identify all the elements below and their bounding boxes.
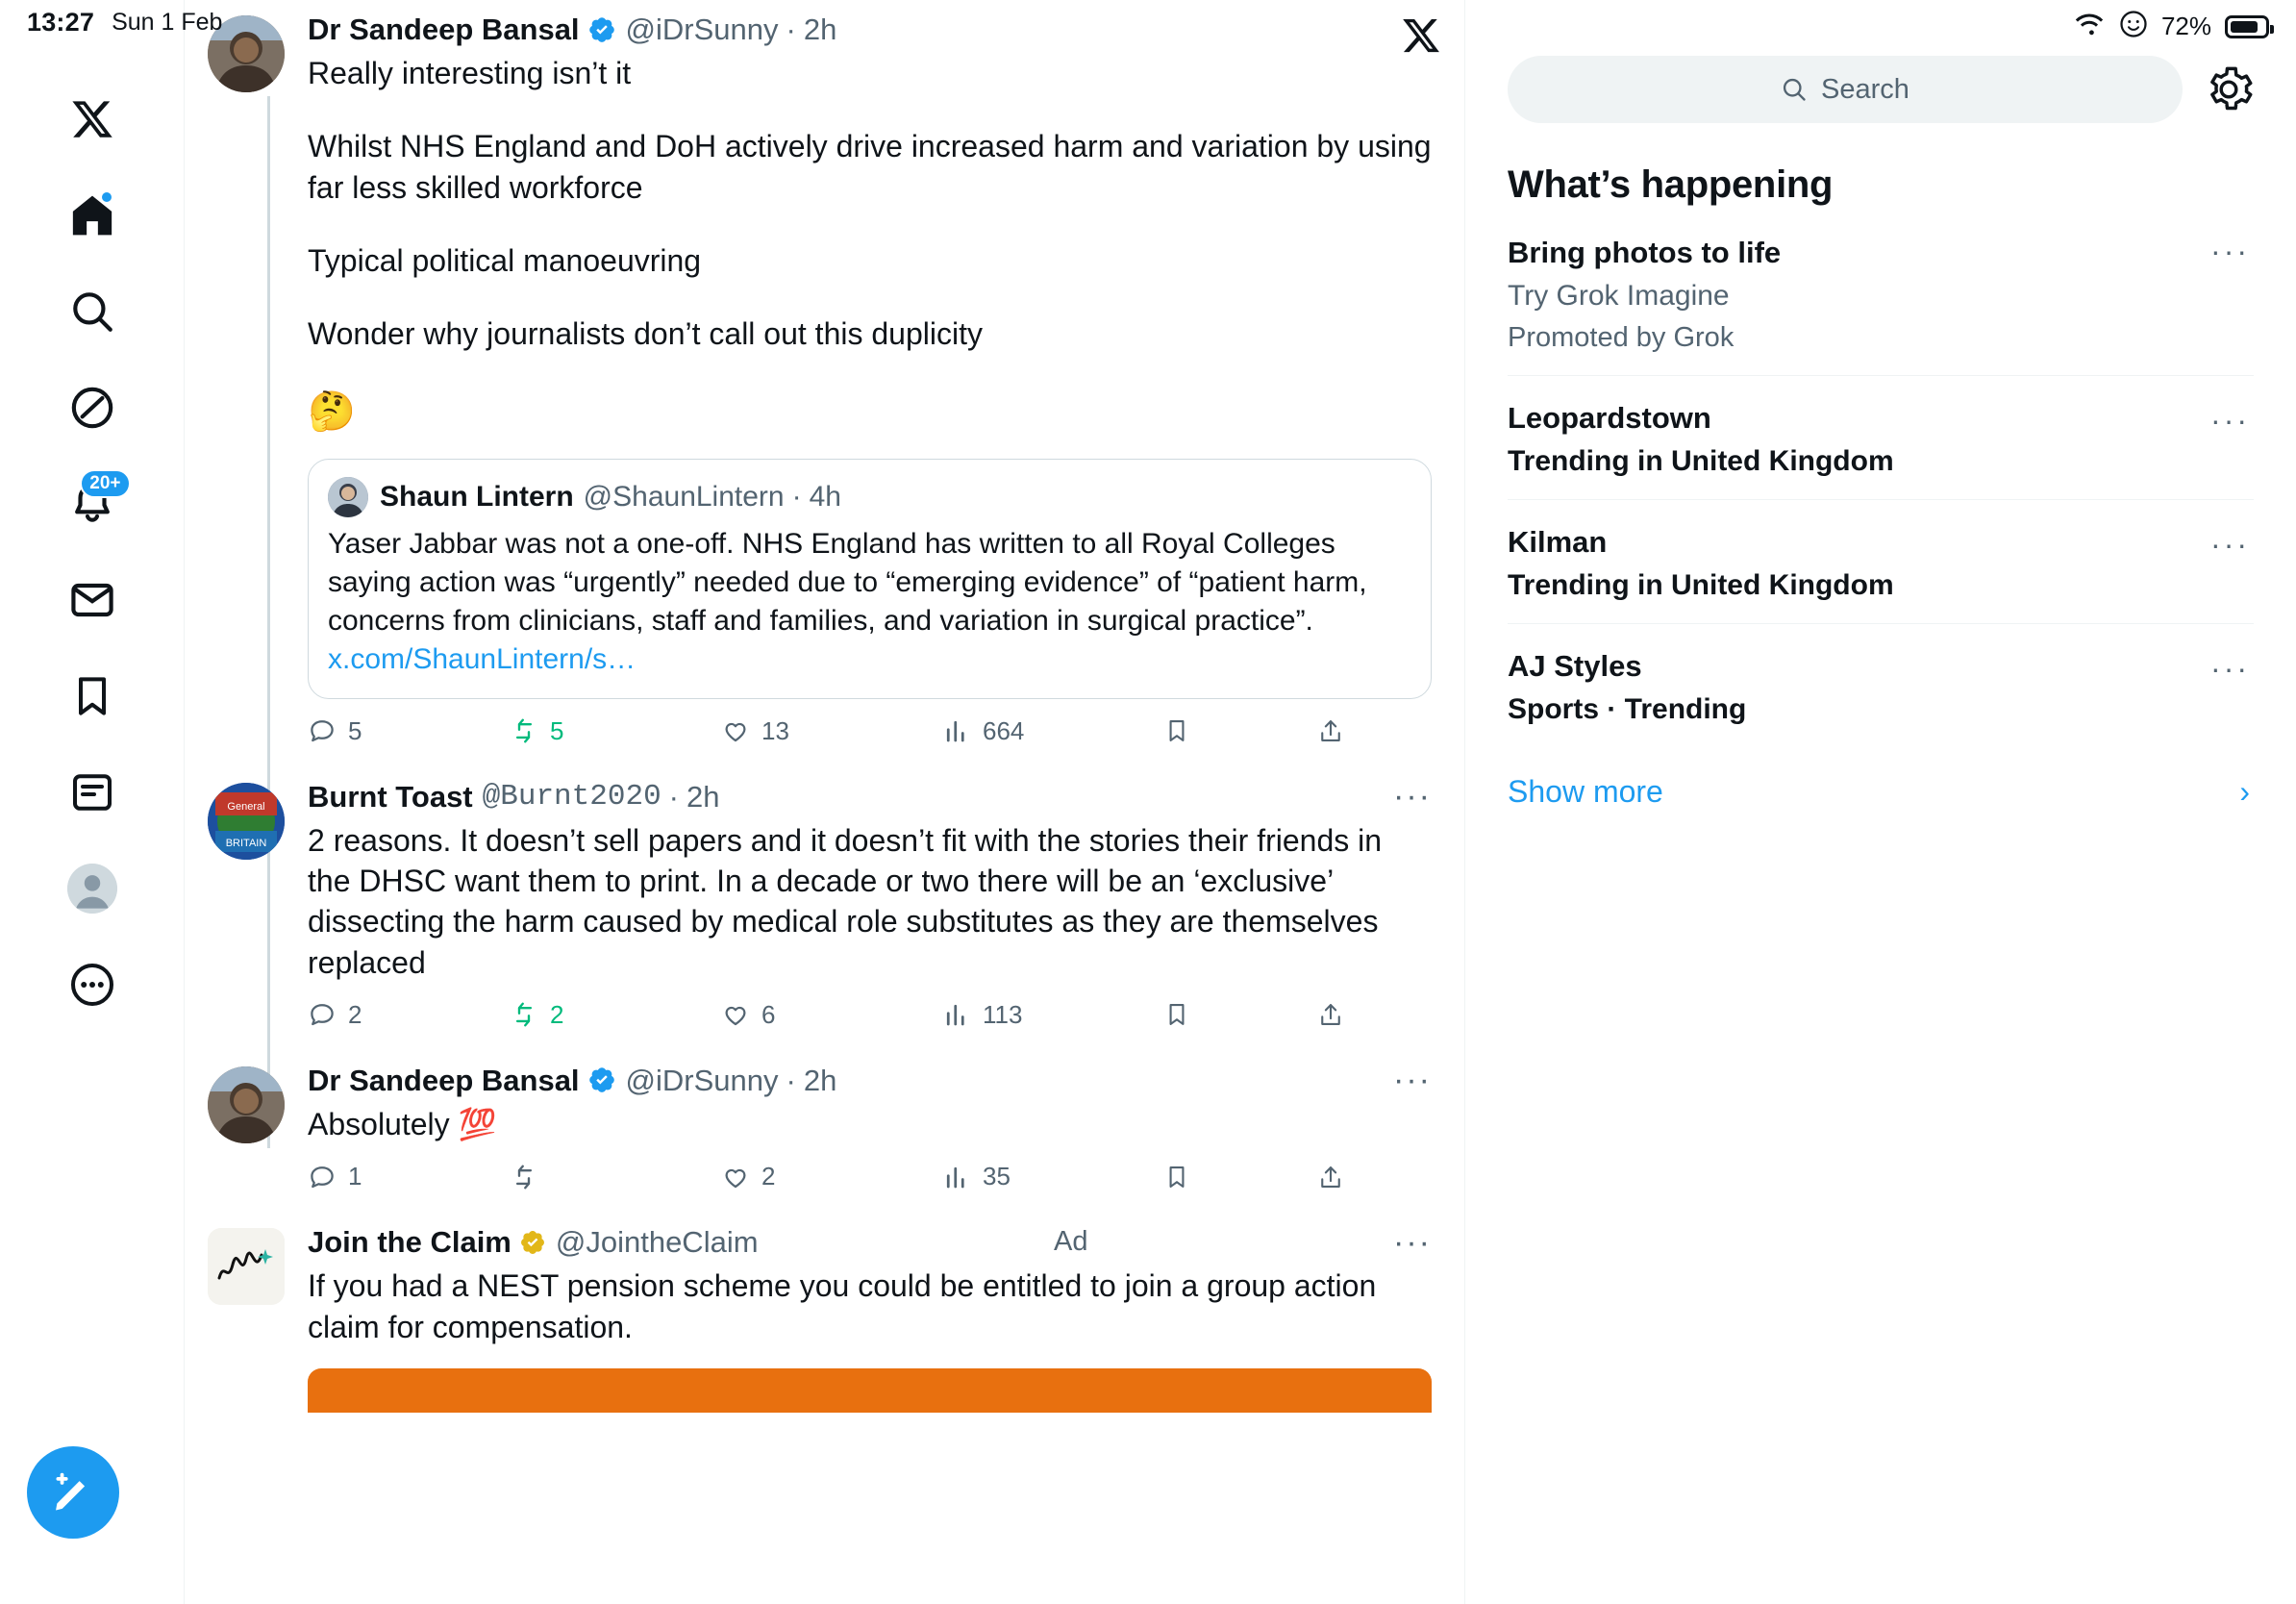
trend-item[interactable] bbox=[1508, 376, 2254, 500]
post-paragraph: Wonder why journalists don’t call out this duplicity bbox=[308, 316, 983, 352]
sidebar-item-x-logo[interactable] bbox=[48, 75, 137, 163]
post-more-button[interactable]: ··· bbox=[1393, 1223, 1432, 1261]
avatar bbox=[328, 477, 368, 517]
post-paragraph: 2 reasons. It doesn’t sell papers and it doesn’t fit with the stories their friends in the DHSC want them to print. In a decade or two there will be an ‘exclusive’ dissecting the harm caused by medical role substitutes as they are themselves replaced bbox=[308, 822, 1383, 980]
analytics-icon bbox=[942, 1163, 971, 1191]
notifications-badge: 20+ bbox=[80, 469, 130, 498]
views-button[interactable] bbox=[942, 1162, 1163, 1191]
quoted-text-body: Yaser Jabbar was not a one-off. NHS England has written to all Royal Colleges saying action was “urgently” needed due to “emerging evidence” of “patient harm, concerns from clinicians, staff and families, and variation in surgical practice”. bbox=[328, 528, 1367, 637]
reply-count: 5 bbox=[348, 715, 362, 745]
trend-more-button[interactable]: ··· bbox=[2210, 234, 2250, 268]
post-body bbox=[308, 779, 1441, 1030]
share-button[interactable] bbox=[1317, 1164, 1344, 1190]
bookmark-icon bbox=[1163, 1001, 1190, 1028]
post-text bbox=[308, 53, 1432, 438]
like-button[interactable] bbox=[721, 716, 942, 746]
post-sep: · bbox=[786, 1063, 796, 1097]
heart-icon bbox=[721, 1163, 750, 1191]
bookmark-icon bbox=[1163, 1164, 1190, 1190]
bookmark-icon bbox=[1163, 717, 1190, 744]
chevron-right-icon: › bbox=[2239, 774, 2250, 809]
post-author-handle[interactable]: @iDrSunny bbox=[625, 1063, 779, 1097]
right-sidebar bbox=[1465, 0, 2296, 1604]
sidebar-item-notifications[interactable] bbox=[48, 460, 137, 548]
trend-more-button[interactable]: ··· bbox=[2210, 403, 2250, 438]
reply-count: 1 bbox=[348, 1162, 362, 1191]
reply-icon bbox=[308, 716, 337, 745]
show-more-button[interactable] bbox=[1508, 747, 2254, 810]
share-icon bbox=[1317, 1164, 1344, 1190]
post-header bbox=[308, 779, 1432, 815]
post-action-bar bbox=[308, 716, 1432, 746]
timeline-post[interactable] bbox=[185, 0, 1464, 746]
sidebar-item-home[interactable] bbox=[48, 171, 137, 260]
post-text bbox=[308, 820, 1432, 983]
search-placeholder: Search bbox=[1821, 73, 1909, 105]
post-timestamp: 2h bbox=[803, 1063, 837, 1097]
post-author-handle[interactable]: @JointheClaim bbox=[555, 1225, 759, 1260]
status-time: 13:27 bbox=[27, 8, 95, 37]
sidebar-item-lists[interactable] bbox=[48, 748, 137, 837]
like-count: 13 bbox=[761, 715, 789, 745]
avatar bbox=[67, 864, 117, 914]
trend-item[interactable] bbox=[1508, 207, 2254, 376]
svg-text:BRITAIN: BRITAIN bbox=[225, 837, 267, 849]
quoted-post[interactable] bbox=[308, 459, 1432, 699]
bookmark-icon bbox=[69, 673, 115, 719]
post-text bbox=[308, 1266, 1432, 1346]
timeline-column bbox=[185, 0, 1465, 1604]
post-author-handle[interactable]: @Burnt2020 bbox=[482, 779, 661, 814]
trend-title: Kilman bbox=[1508, 525, 1608, 559]
like-button[interactable] bbox=[721, 1162, 942, 1191]
post-body bbox=[308, 12, 1441, 746]
post-author-handle[interactable]: @iDrSunny bbox=[625, 13, 779, 46]
trend-title: Leopardstown bbox=[1508, 401, 1711, 435]
bookmark-button[interactable] bbox=[1163, 717, 1317, 744]
lists-icon bbox=[69, 769, 115, 815]
view-count: 35 bbox=[983, 1162, 1011, 1191]
share-button[interactable] bbox=[1317, 717, 1344, 744]
trend-title: Bring photos to life bbox=[1508, 236, 1782, 269]
view-count: 664 bbox=[983, 715, 1025, 745]
search-icon bbox=[1781, 76, 1808, 103]
post-body bbox=[308, 1063, 1441, 1191]
analytics-icon bbox=[942, 1000, 971, 1029]
battery-percent: 72% bbox=[2160, 12, 2211, 40]
bookmark-button[interactable] bbox=[1163, 1164, 1317, 1190]
post-paragraph: Whilst NHS England and DoH actively drive increased harm and variation by using far less skilled workforce bbox=[308, 129, 1432, 205]
quoted-timestamp: 4h bbox=[809, 481, 841, 514]
timeline-post[interactable] bbox=[185, 1063, 1464, 1191]
compose-icon bbox=[49, 1468, 97, 1516]
trend-promoted-label: Promoted by Grok bbox=[1508, 322, 1734, 353]
analytics-icon bbox=[942, 716, 971, 745]
settings-button[interactable] bbox=[2204, 64, 2254, 114]
share-icon bbox=[1317, 1001, 1344, 1028]
post-header bbox=[308, 1224, 1432, 1260]
repost-button[interactable] bbox=[510, 716, 721, 746]
share-button[interactable] bbox=[1317, 1001, 1344, 1028]
post-paragraph: Typical political manoeuvring bbox=[308, 242, 702, 278]
reply-button[interactable] bbox=[308, 716, 510, 746]
grok-icon bbox=[68, 384, 116, 432]
avatar[interactable] bbox=[208, 1066, 285, 1143]
post-paragraph: Absolutely 💯 bbox=[308, 1107, 497, 1142]
trend-subtitle: Trending in United Kingdom bbox=[1508, 569, 1894, 601]
post-avatar-col bbox=[208, 1063, 308, 1191]
post-emoji: 🤔 bbox=[308, 390, 356, 434]
reply-icon bbox=[308, 1000, 337, 1029]
repost-button[interactable] bbox=[510, 1000, 721, 1030]
post-more-button[interactable]: ··· bbox=[1393, 778, 1432, 815]
post-action-bar bbox=[308, 1000, 1432, 1030]
repost-icon bbox=[510, 1163, 538, 1191]
verified-badge-icon bbox=[587, 1065, 616, 1094]
reply-count: 2 bbox=[348, 999, 362, 1029]
more-circle-icon bbox=[69, 962, 115, 1008]
whats-happening-title: What’s happening bbox=[1508, 163, 1834, 206]
share-icon bbox=[1317, 717, 1344, 744]
post-header bbox=[308, 12, 1432, 47]
post-paragraph: If you had a NEST pension scheme you could be entitled to join a group action claim for compensation. bbox=[308, 1268, 1377, 1344]
post-author-name[interactable]: Burnt Toast bbox=[308, 779, 473, 814]
post-sep: · bbox=[786, 13, 796, 46]
sidebar-item-search[interactable] bbox=[48, 267, 137, 356]
avatar[interactable] bbox=[208, 15, 285, 92]
trend-more-button[interactable]: ··· bbox=[2210, 651, 2250, 686]
sidebar-item-grok[interactable] bbox=[48, 363, 137, 452]
trend-item[interactable] bbox=[1508, 624, 2254, 747]
post-header bbox=[308, 1063, 1432, 1098]
post-avatar-col bbox=[208, 12, 308, 746]
trend-item[interactable] bbox=[1508, 500, 2254, 624]
post-timestamp: 2h bbox=[686, 779, 720, 814]
heart-icon bbox=[721, 716, 750, 745]
trend-title: AJ Styles bbox=[1508, 649, 1642, 683]
post-avatar-col bbox=[208, 779, 308, 1030]
avatar[interactable] bbox=[208, 783, 285, 860]
timeline-post[interactable] bbox=[185, 779, 1464, 1030]
verified-badge-icon bbox=[587, 15, 616, 44]
svg-text:General: General bbox=[227, 800, 265, 813]
post-avatar-col bbox=[208, 1224, 308, 1413]
sidebar-item-bookmarks[interactable] bbox=[48, 652, 137, 740]
post-more-button[interactable]: ··· bbox=[1393, 1062, 1432, 1099]
repost-button[interactable] bbox=[510, 1163, 721, 1191]
home-badge-dot bbox=[100, 190, 113, 204]
show-more-label: Show more bbox=[1508, 774, 1663, 809]
mail-icon bbox=[68, 576, 116, 624]
like-count: 2 bbox=[761, 1162, 776, 1191]
post-author-name[interactable]: Join the Claim bbox=[308, 1225, 512, 1260]
ad-media-card[interactable] bbox=[308, 1368, 1432, 1413]
post-timestamp: 2h bbox=[803, 13, 837, 46]
search-input[interactable] bbox=[1508, 56, 2183, 123]
quoted-author-name[interactable]: Shaun Lintern bbox=[380, 481, 574, 514]
views-button[interactable] bbox=[942, 1000, 1163, 1030]
post-text bbox=[308, 1104, 1432, 1144]
heart-icon bbox=[721, 1000, 750, 1029]
gold-verified-badge-icon bbox=[519, 1229, 546, 1256]
left-nav-rail bbox=[0, 0, 185, 1604]
repost-count: 5 bbox=[550, 715, 564, 745]
bookmark-button[interactable] bbox=[1163, 1001, 1317, 1028]
quoted-sep: · bbox=[791, 481, 802, 514]
post-body bbox=[308, 1224, 1441, 1413]
reply-button[interactable] bbox=[308, 1162, 510, 1191]
promoted-post[interactable] bbox=[185, 1224, 1464, 1413]
x-logo-icon bbox=[70, 97, 114, 141]
search-icon bbox=[68, 288, 116, 336]
repost-icon bbox=[510, 1000, 538, 1029]
reply-button[interactable] bbox=[308, 1000, 510, 1030]
post-author-name[interactable]: Dr Sandeep Bansal bbox=[308, 13, 580, 46]
sidebar-item-messages[interactable] bbox=[48, 556, 137, 644]
quoted-link[interactable]: x.com/ShaunLintern/s… bbox=[328, 642, 636, 675]
repost-icon bbox=[510, 716, 538, 745]
trend-subtitle: Try Grok Imagine bbox=[1508, 280, 1730, 312]
post-paragraph: Really interesting isn’t it bbox=[308, 56, 632, 91]
gear-icon bbox=[2204, 64, 2254, 114]
search-row bbox=[1508, 56, 2254, 123]
like-count: 6 bbox=[761, 999, 776, 1029]
view-count: 113 bbox=[983, 999, 1023, 1029]
like-button[interactable] bbox=[721, 1000, 942, 1030]
sidebar-item-profile[interactable] bbox=[48, 844, 137, 933]
quoted-author-handle[interactable]: @ShaunLintern bbox=[583, 481, 785, 514]
sidebar-item-more[interactable] bbox=[48, 940, 137, 1029]
trend-subtitle: Trending in United Kingdom bbox=[1508, 445, 1894, 477]
post-author-name[interactable]: Dr Sandeep Bansal bbox=[308, 1063, 580, 1097]
quoted-post-text bbox=[328, 525, 1411, 679]
compose-post-button[interactable] bbox=[27, 1446, 119, 1539]
views-button[interactable] bbox=[942, 716, 1163, 746]
ad-label: Ad bbox=[1054, 1226, 1088, 1258]
repost-count: 2 bbox=[550, 999, 564, 1029]
post-action-bar bbox=[308, 1162, 1432, 1191]
quoted-post-header bbox=[328, 477, 1411, 517]
avatar[interactable] bbox=[208, 1228, 285, 1305]
status-date: Sun 1 Feb bbox=[112, 9, 223, 36]
trend-more-button[interactable]: ··· bbox=[2210, 527, 2250, 562]
reply-icon bbox=[308, 1163, 337, 1191]
post-sep: · bbox=[668, 779, 679, 814]
trend-subtitle: Sports · Trending bbox=[1508, 693, 1747, 725]
